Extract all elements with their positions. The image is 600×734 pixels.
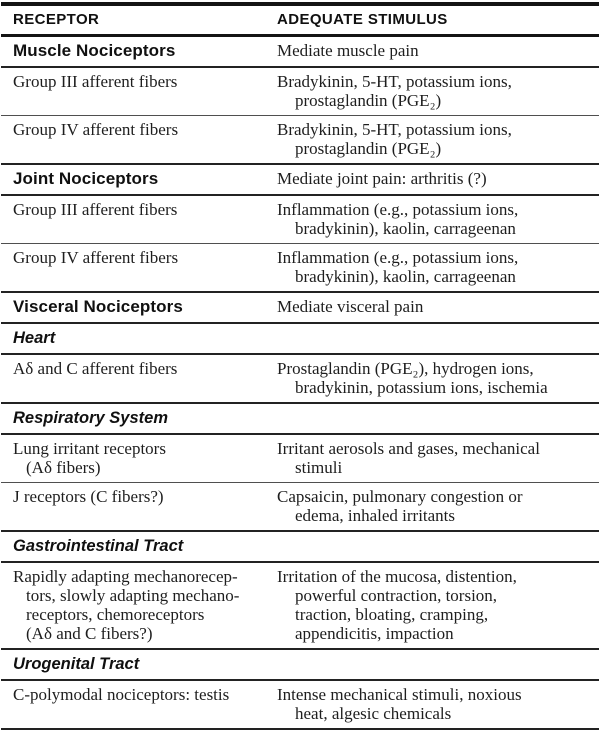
table-body [1, 34, 599, 728]
stimulus-cell-line: Bradykinin, 5-HT, potassium ions, [277, 120, 512, 139]
receptor-cell-line: tors, slowly adapting mechano- [26, 586, 240, 605]
receptor-cell-line: J receptors (C fibers?) [13, 487, 164, 506]
stimulus-cell [277, 120, 599, 158]
stimulus-cell-line: traction, bloating, cramping, [295, 605, 489, 624]
stimulus-cell [277, 439, 599, 477]
stimulus-cell-line: Irritant aerosols and gases, mechanical [277, 439, 540, 458]
stimulus-cell [277, 359, 599, 397]
stimulus-cell [277, 72, 599, 110]
receptor-cell-line: Group IV afferent fibers [13, 120, 179, 139]
stimulus-cell-line: appendicitis, impaction [295, 624, 454, 643]
stimulus-cell-line: bradykinin), kaolin, carrageenan [295, 219, 516, 238]
receptor-cell [1, 200, 277, 238]
receptor-cell [1, 120, 277, 158]
stimulus-cell-line: bradykinin, potassium ions, ischemia [295, 378, 548, 397]
table-row [1, 482, 599, 530]
table-row [1, 433, 599, 482]
stimulus-cell-line: stimuli [295, 458, 343, 477]
stimulus-cell [277, 169, 599, 189]
stimulus-cell [277, 328, 599, 348]
table-row [1, 353, 599, 402]
table-row [1, 322, 599, 353]
stimulus-cell-line: Mediate muscle pain [277, 41, 419, 60]
stimulus-cell-line: bradykinin), kaolin, carrageenan [295, 267, 516, 286]
receptor-cell-line: Group IV afferent fibers [13, 248, 179, 267]
table-row [1, 194, 599, 243]
stimulus-cell-line: prostaglandin (PGE₂) [295, 139, 442, 158]
receptor-cell [1, 536, 277, 556]
receptor-cell-line: Lung irritant receptors [13, 439, 166, 458]
column-header-receptor: RECEPTOR [13, 11, 100, 28]
column-header-adequate-stimulus: ADEQUATE STIMULUS [277, 11, 448, 28]
stimulus-cell [277, 248, 599, 286]
table-row [1, 648, 599, 679]
stimulus-cell [277, 200, 599, 238]
stimulus-cell [277, 536, 599, 556]
table-row [1, 66, 599, 115]
receptor-cell-line: (Aδ and C fibers?) [26, 624, 153, 643]
receptor-cell [1, 297, 277, 317]
stimulus-cell-line: Mediate visceral pain [277, 297, 424, 316]
receptor-cell [1, 567, 277, 643]
receptor-cell-line: receptors, chemoreceptors [26, 605, 205, 624]
table-row [1, 291, 599, 322]
receptor-cell-line: (Aδ fibers) [26, 458, 101, 477]
receptor-cell-line: Group III afferent fibers [13, 72, 178, 91]
table-row [1, 530, 599, 561]
table-row [1, 163, 599, 194]
receptor-cell [1, 654, 277, 674]
receptor-cell [1, 685, 277, 723]
table-header-row [1, 6, 599, 34]
stimulus-cell-line: Capsaicin, pulmonary congestion or [277, 487, 523, 506]
stimulus-cell [277, 41, 599, 61]
receptor-cell-line: Urogenital Tract [13, 655, 140, 673]
stimulus-cell-line: Intense mechanical stimuli, noxious [277, 685, 522, 704]
table-row [1, 679, 599, 728]
receptor-cell [1, 487, 277, 525]
stimulus-cell-line: heat, algesic chemicals [295, 704, 452, 723]
stimulus-cell-line: prostaglandin (PGE₂) [295, 91, 442, 110]
stimulus-cell [277, 487, 599, 525]
stimulus-cell [277, 408, 599, 428]
stimulus-cell-line: Prostaglandin (PGE₂), hydrogen ions, [277, 359, 534, 378]
stimulus-cell-line: Inflammation (e.g., potassium ions, [277, 248, 519, 267]
receptor-cell-line: Joint Nociceptors [13, 169, 159, 188]
table-row [1, 561, 599, 648]
table-row [1, 34, 599, 66]
receptor-cell [1, 359, 277, 397]
receptor-cell [1, 41, 277, 61]
stimulus-cell-line: edema, inhaled irritants [295, 506, 456, 525]
stimulus-cell-line: Inflammation (e.g., potassium ions, [277, 200, 519, 219]
receptor-cell-line: Gastrointestinal Tract [13, 537, 184, 555]
receptor-cell [1, 328, 277, 348]
stimulus-cell [277, 654, 599, 674]
stimulus-cell [277, 567, 599, 643]
receptor-cell-line: Aδ and C afferent fibers [13, 359, 178, 378]
table-row [1, 402, 599, 433]
receptor-cell-line: Heart [13, 329, 56, 347]
receptor-cell [1, 72, 277, 110]
receptor-cell-line: Rapidly adapting mechanorecep- [13, 567, 238, 586]
receptor-cell [1, 439, 277, 477]
receptor-cell-line: Group III afferent fibers [13, 200, 178, 219]
receptor-cell [1, 408, 277, 428]
receptor-cell-line: Muscle Nociceptors [13, 41, 176, 60]
stimulus-cell [277, 297, 599, 317]
stimulus-cell-line: powerful contraction, torsion, [295, 586, 498, 605]
receptor-cell-line: Visceral Nociceptors [13, 297, 183, 316]
stimulus-cell-line: Mediate joint pain: arthritis (?) [277, 169, 487, 188]
stimulus-cell-line: Irritation of the mucosa, distention, [277, 567, 517, 586]
receptor-stimulus-table [1, 2, 599, 730]
table-row [1, 243, 599, 291]
receptor-cell [1, 169, 277, 189]
stimulus-cell [277, 685, 599, 723]
receptor-cell-line: Respiratory System [13, 409, 168, 427]
table-row [1, 115, 599, 163]
receptor-cell-line: C-polymodal nociceptors: testis [13, 685, 230, 704]
receptor-cell [1, 248, 277, 286]
stimulus-cell-line: Bradykinin, 5-HT, potassium ions, [277, 72, 512, 91]
